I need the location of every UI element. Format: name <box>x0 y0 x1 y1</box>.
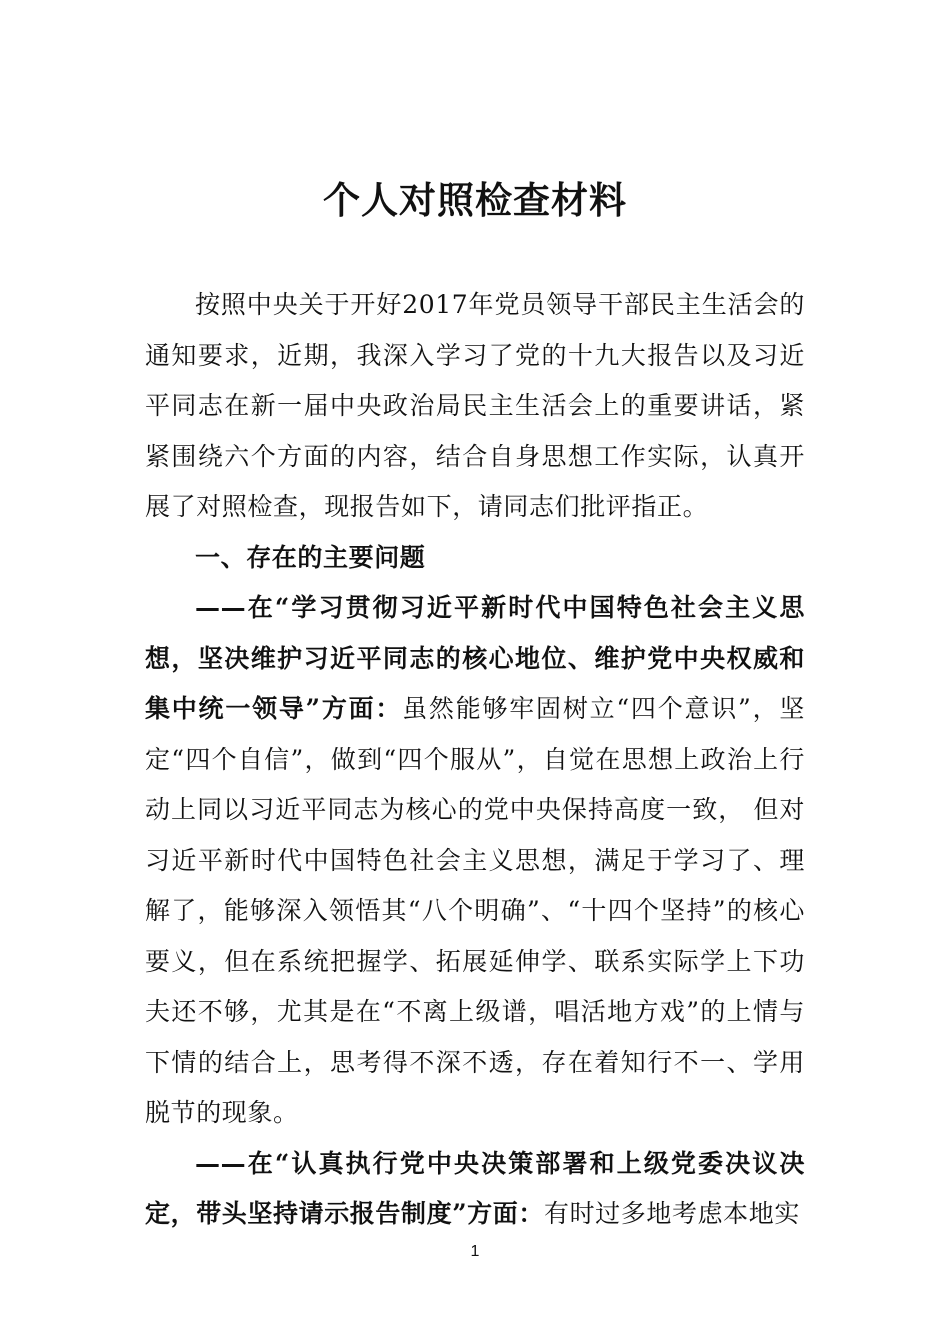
section-heading: 一、存在的主要问题 <box>195 542 426 572</box>
item-text: 虽然能够牢固树立“四个意识”，坚定“四个自信”，做到“四个服从”，自觉在思想上政治上行动上同以习近平同志为核心的党中央保持高度一致， 但对习近平新时代中国特色社会主义思想，满足于学习了、理解了，能够深入领悟其“八个明确”、“十四个坚持”的核心要义，但在系统把握学、拓展延伸学、联系实际学上下功夫还不够，尤其是在“不离上级谱，唱活地方戏”的上情与下情的结合上，思考得不深不透，存在着知行不一、学用脱节的现象。 <box>145 694 805 1127</box>
document-title: 个人对照检查材料 <box>323 178 627 222</box>
document-body <box>145 280 805 1240</box>
item-lead: ——在“学习贯彻习近平新时代中国特色社会主义思想，坚决维护习近平同志的核心地位、维护党中央权威和集中统一领导”方面： <box>145 593 805 723</box>
item-paragraph <box>145 583 805 1139</box>
item-paragraph <box>145 1139 805 1240</box>
page-number: 1 <box>470 1243 480 1260</box>
item-lead: ——在“认真执行党中央决策部署和上级党委决议决定，带头坚持请示报告制度”方面： <box>145 1148 805 1228</box>
intro-paragraph: 按照中央关于开好2017年党员领导干部民主生活会的通知要求，近期，我深入学习了党的十九大报告以及习近平同志在新一届中央政治局民主生活会上的重要讲话，紧紧围绕六个方面的内容，结合自身思想工作实际，认真开展了对照检查，现报告如下，请同志们批评指正。 <box>145 290 805 521</box>
item-text: 有时过多地考虑本地实 <box>543 1199 800 1228</box>
